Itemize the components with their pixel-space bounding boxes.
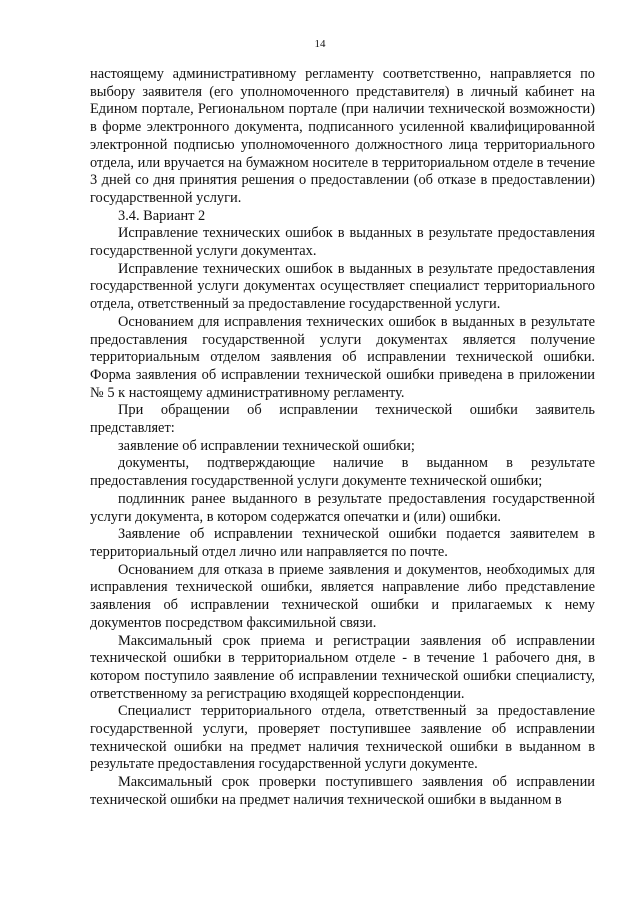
section-heading-variant-2: 3.4. Вариант 2	[118, 207, 206, 224]
paragraph-truncated: Максимальный срок проверки поступившего заявления об исправлении технической ошибки на предмет наличия технической ошибки в выданном в	[90, 774, 595, 808]
paragraph: Заявление об исправлении технической ошибки подается заявителем в территориальный отдел лично или направляется по почте.	[90, 526, 595, 560]
list-item: подлинник ранее выданного в результате предоставления государственной услуги документа, в котором содержатся опечатки и (или) ошибки.	[90, 490, 595, 525]
body-text	[90, 66, 595, 810]
paragraph: Исправление технических ошибок в выданных в результате предоставления государственной услуги документах.	[90, 225, 595, 260]
paragraph: Специалист территориального отдела, ответственный за предоставление государственной услуги, проверяет поступившее заявление об исправлении технической ошибки на предмет наличия технической ошибки в выданном в результате предоставления государственной услуги документе.	[90, 703, 595, 773]
paragraph-continuation: настоящему административному регламенту соответственно, направляется по выбору заявителя (его уполномоченного представителя) в личный кабинет на Едином портале, Региональном портале (при наличии технической возможности) в форме электронного документа, подписанного усиленной квалифицированной электронной подписью уполномоченного должностного лица территориального отдела, или вручается на бумажном носителе в территориальном отделе в течение 3 дней со дня принятия решения о предоставлении (об отказе в предоставлении) государственной услуги.	[90, 66, 595, 206]
paragraph: Основанием для отказа в приеме заявления и документов, необходимых для исправления технической ошибки, является направление либо представление заявления об исправлении технической ошибки и прилагаемых к нему документов посредством факсимильной связи.	[90, 561, 595, 631]
list-item: документы, подтверждающие наличие в выданном в результате предоставления государственной услуги документе технической ошибки;	[90, 455, 595, 490]
paragraph: Максимальный срок приема и регистрации заявления об исправлении технической ошибки в территориальном отделе - в течение 1 рабочего дня, в котором поступило заявление об исправлении технической ошибки специалисту, ответственному за регистрацию входящей корреспонденции.	[90, 632, 595, 702]
page-number: 14	[314, 38, 326, 50]
paragraph: Исправление технических ошибок в выданных в результате предоставления государственной услуги документах осуществляет специалист территориального отдела, ответственный за предоставление государственной услуги.	[90, 260, 595, 313]
paragraph: При обращении об исправлении технической ошибки заявитель представляет:	[90, 402, 595, 437]
list-item: заявление об исправлении технической ошибки;	[118, 437, 415, 454]
paragraph: Основанием для исправления технических ошибок в выданных в результате предоставления государственной услуги документах является получение территориальным отделом заявления об исправлении технической ошибки. Форма заявления об исправлении технической ошибки приведена в приложении № 5 к настоящему административному регламенту.	[90, 313, 595, 401]
